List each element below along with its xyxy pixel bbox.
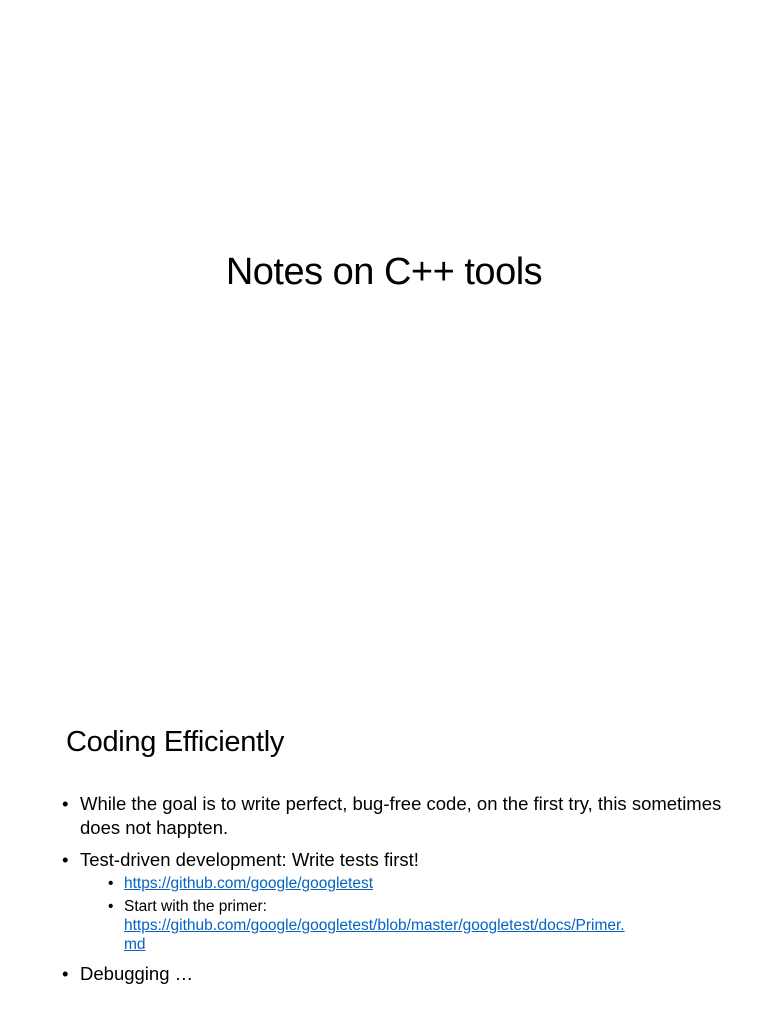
primer-link[interactable]: https://github.com/google/googletest/blob/master/googletest/docs/Primer. (124, 917, 625, 934)
primer-link-continued[interactable]: md (124, 936, 146, 953)
sub-bullet-primer (108, 897, 742, 954)
bullet-goal-text: While the goal is to write perfect, bug-free code, on the first try, this sometimes does not happten. (80, 793, 722, 838)
section-heading: Coding Efficiently (66, 726, 285, 758)
sub-bullet-list (108, 874, 742, 954)
primer-text: • Start with the primer: (124, 898, 267, 915)
bullet-debugging-text: Debugging … (80, 963, 194, 984)
slide-title: Notes on C++ tools (225, 251, 543, 293)
bullet-debugging (62, 962, 742, 986)
bullet-goal (62, 792, 742, 840)
googletest-link[interactable]: https://github.com/google/googletest (124, 875, 374, 892)
sub-bullet-googletest (108, 874, 742, 893)
bullet-tdd-text: Test-driven development: Write tests first! (80, 849, 419, 870)
bullet-list (62, 792, 742, 994)
bullet-tdd (62, 848, 742, 954)
